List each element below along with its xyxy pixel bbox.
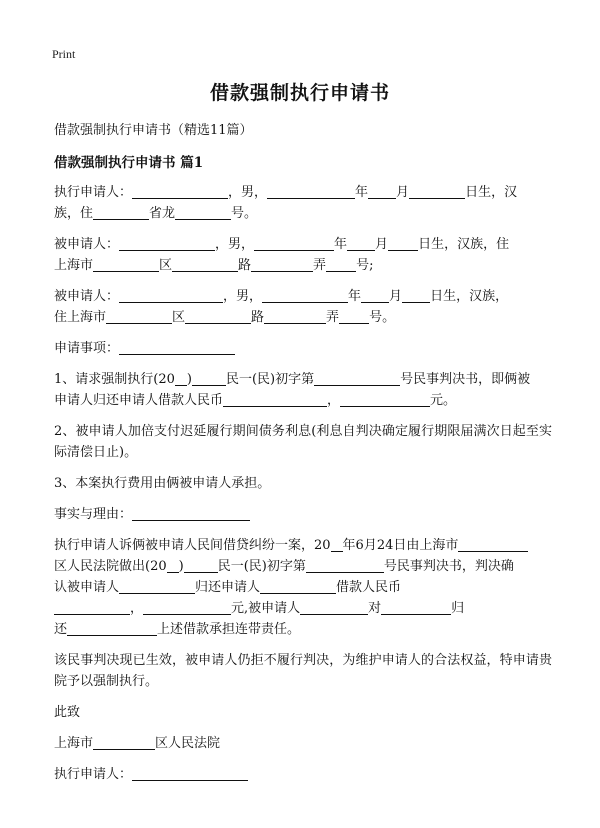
text-han-live: 族，住 [54,206,94,221]
text-male: ，男， [228,185,268,200]
text-male: ，男， [223,289,263,304]
blank-line [175,370,187,386]
blank-line [143,599,231,615]
facts-text: 号民事判决书，判决确 [383,559,514,574]
applicant-label: 执行申请人： [54,185,133,200]
blank-line [254,235,334,251]
document-body [54,120,552,795]
facts-text: 归 [451,601,465,616]
blank-line [331,536,343,552]
blank-line [314,370,400,386]
blank-line [119,578,195,594]
blank-line [184,557,218,573]
blank-line [132,505,250,521]
text-day-born: 日生，汉族， [430,289,509,304]
facts-text: ， [130,601,144,616]
blank-line [458,536,528,552]
text-district: 区 [159,258,173,273]
text-month: 月 [389,289,403,304]
blank-line [192,370,226,386]
blank-line [381,599,451,615]
request-paragraph [54,338,552,359]
blank-line [326,256,356,272]
facts-text: ) [178,559,184,574]
facts-text: 借款人民币 [336,580,402,595]
facts-text: 执行申请人诉俩被申请人民间借贷纠纷一案，20 [54,538,331,553]
blank-line [93,256,159,272]
text-month: 月 [396,185,410,200]
salutation: 此致 [54,705,81,720]
blank-line [106,308,172,324]
signature-label: 执行申请人： [54,767,133,782]
print-link[interactable]: Print [52,47,76,61]
item1-text: 1、请求强制执行(20 [54,372,175,387]
court-suffix: 区人民法院 [155,736,221,751]
blank-line [119,339,235,355]
facts-text: 认被申请人 [54,580,120,595]
item1-text: ) [186,372,192,387]
blank-line [54,599,130,615]
respondent-label: 被申请人： [54,289,120,304]
facts-text: 上述借款承担连带责任。 [157,622,301,637]
blank-line [172,256,238,272]
text-lane: 弄 [326,310,340,325]
blank-line [264,308,326,324]
text-month: 月 [375,237,389,252]
request-item-3: 3、本案执行费用由俩被申请人承担。 [54,476,271,491]
facts-text: 对 [368,601,382,616]
item1-text: 号民事判决书，即俩被 [400,372,531,387]
blank-line [93,734,155,750]
blank-line [347,235,375,251]
blank-line [132,183,228,199]
text-hao: 号。 [369,310,396,325]
respondent-label: 被申请人： [54,237,120,252]
blank-line [388,235,418,251]
text-lane: 弄 [313,258,327,273]
facts-text: 归还申请人 [195,580,261,595]
blank-line [340,391,430,407]
blank-line [361,287,389,303]
respondent2-paragraph [54,286,552,328]
blank-line [339,308,369,324]
blank-line [185,308,251,324]
text-birthday: 日生，汉 [465,185,518,200]
blank-line [306,557,384,573]
document-subtitle: 借款强制执行申请书（精选11篇） [54,123,253,138]
item1-text: ， [327,393,341,408]
request-item-2: 2、被申请人加倍支付迟延履行期间债务利息(利息自判决确定履行期限届满次日起至实际清偿日止)。 [54,424,552,460]
facts-heading-paragraph [54,504,552,525]
blank-line [175,204,231,220]
text-year: 年 [348,289,362,304]
facts-paragraph [54,535,552,640]
item1-text: 元。 [430,393,457,408]
signature-line [54,764,552,785]
blank-line [223,391,327,407]
request-label: 申请事项： [54,341,120,356]
request-item-1 [54,369,552,411]
applicant-paragraph [54,182,552,224]
blank-line [300,599,368,615]
blank-line [167,557,179,573]
blank-line [409,183,465,199]
blank-line [260,578,336,594]
text-province: 省龙 [149,206,176,221]
text-road: 路 [238,258,252,273]
facts-text: 元,被申请人 [231,601,301,616]
blank-line [251,256,313,272]
text-year: 年 [334,237,348,252]
text-hao: 号。 [231,206,258,221]
text-district: 区 [172,310,186,325]
closing-paragraph: 该民事判决现已生效，被申请人仍拒不履行判决，为维护申请人的合法权益，特申请贵院予以强制执行。 [54,653,552,689]
blank-line [119,235,215,251]
text-shanghai: 上海市 [54,258,94,273]
item1-text: 民一(民)初字第 [225,372,315,387]
text-hao: 号; [356,258,374,273]
facts-text: 区人民法院做出(20 [54,559,167,574]
text-male: ，男， [215,237,255,252]
document-title: 借款强制执行申请书 [209,82,390,104]
blank-line [132,765,248,781]
text-road: 路 [251,310,265,325]
text-live-shanghai: 住上海市 [54,310,107,325]
facts-text: 年6月24日由上海市 [342,538,459,553]
section-heading: 借款强制执行申请书 篇1 [54,155,204,171]
blank-line [402,287,430,303]
item1-text: 申请人归还申请人借款人民币 [54,393,224,408]
text-year: 年 [355,185,369,200]
blank-line [67,620,157,636]
court-line [54,733,552,754]
blank-line [119,287,223,303]
facts-text: 民一(民)初字第 [217,559,306,574]
facts-label: 事实与理由： [54,507,133,522]
blank-line [267,183,355,199]
blank-line [93,204,149,220]
respondent1-paragraph [54,234,552,276]
blank-line [262,287,348,303]
blank-line [368,183,396,199]
text-day-born: 日生，汉族，住 [418,237,510,252]
court-city: 上海市 [54,736,94,751]
facts-text: 还 [54,622,68,637]
